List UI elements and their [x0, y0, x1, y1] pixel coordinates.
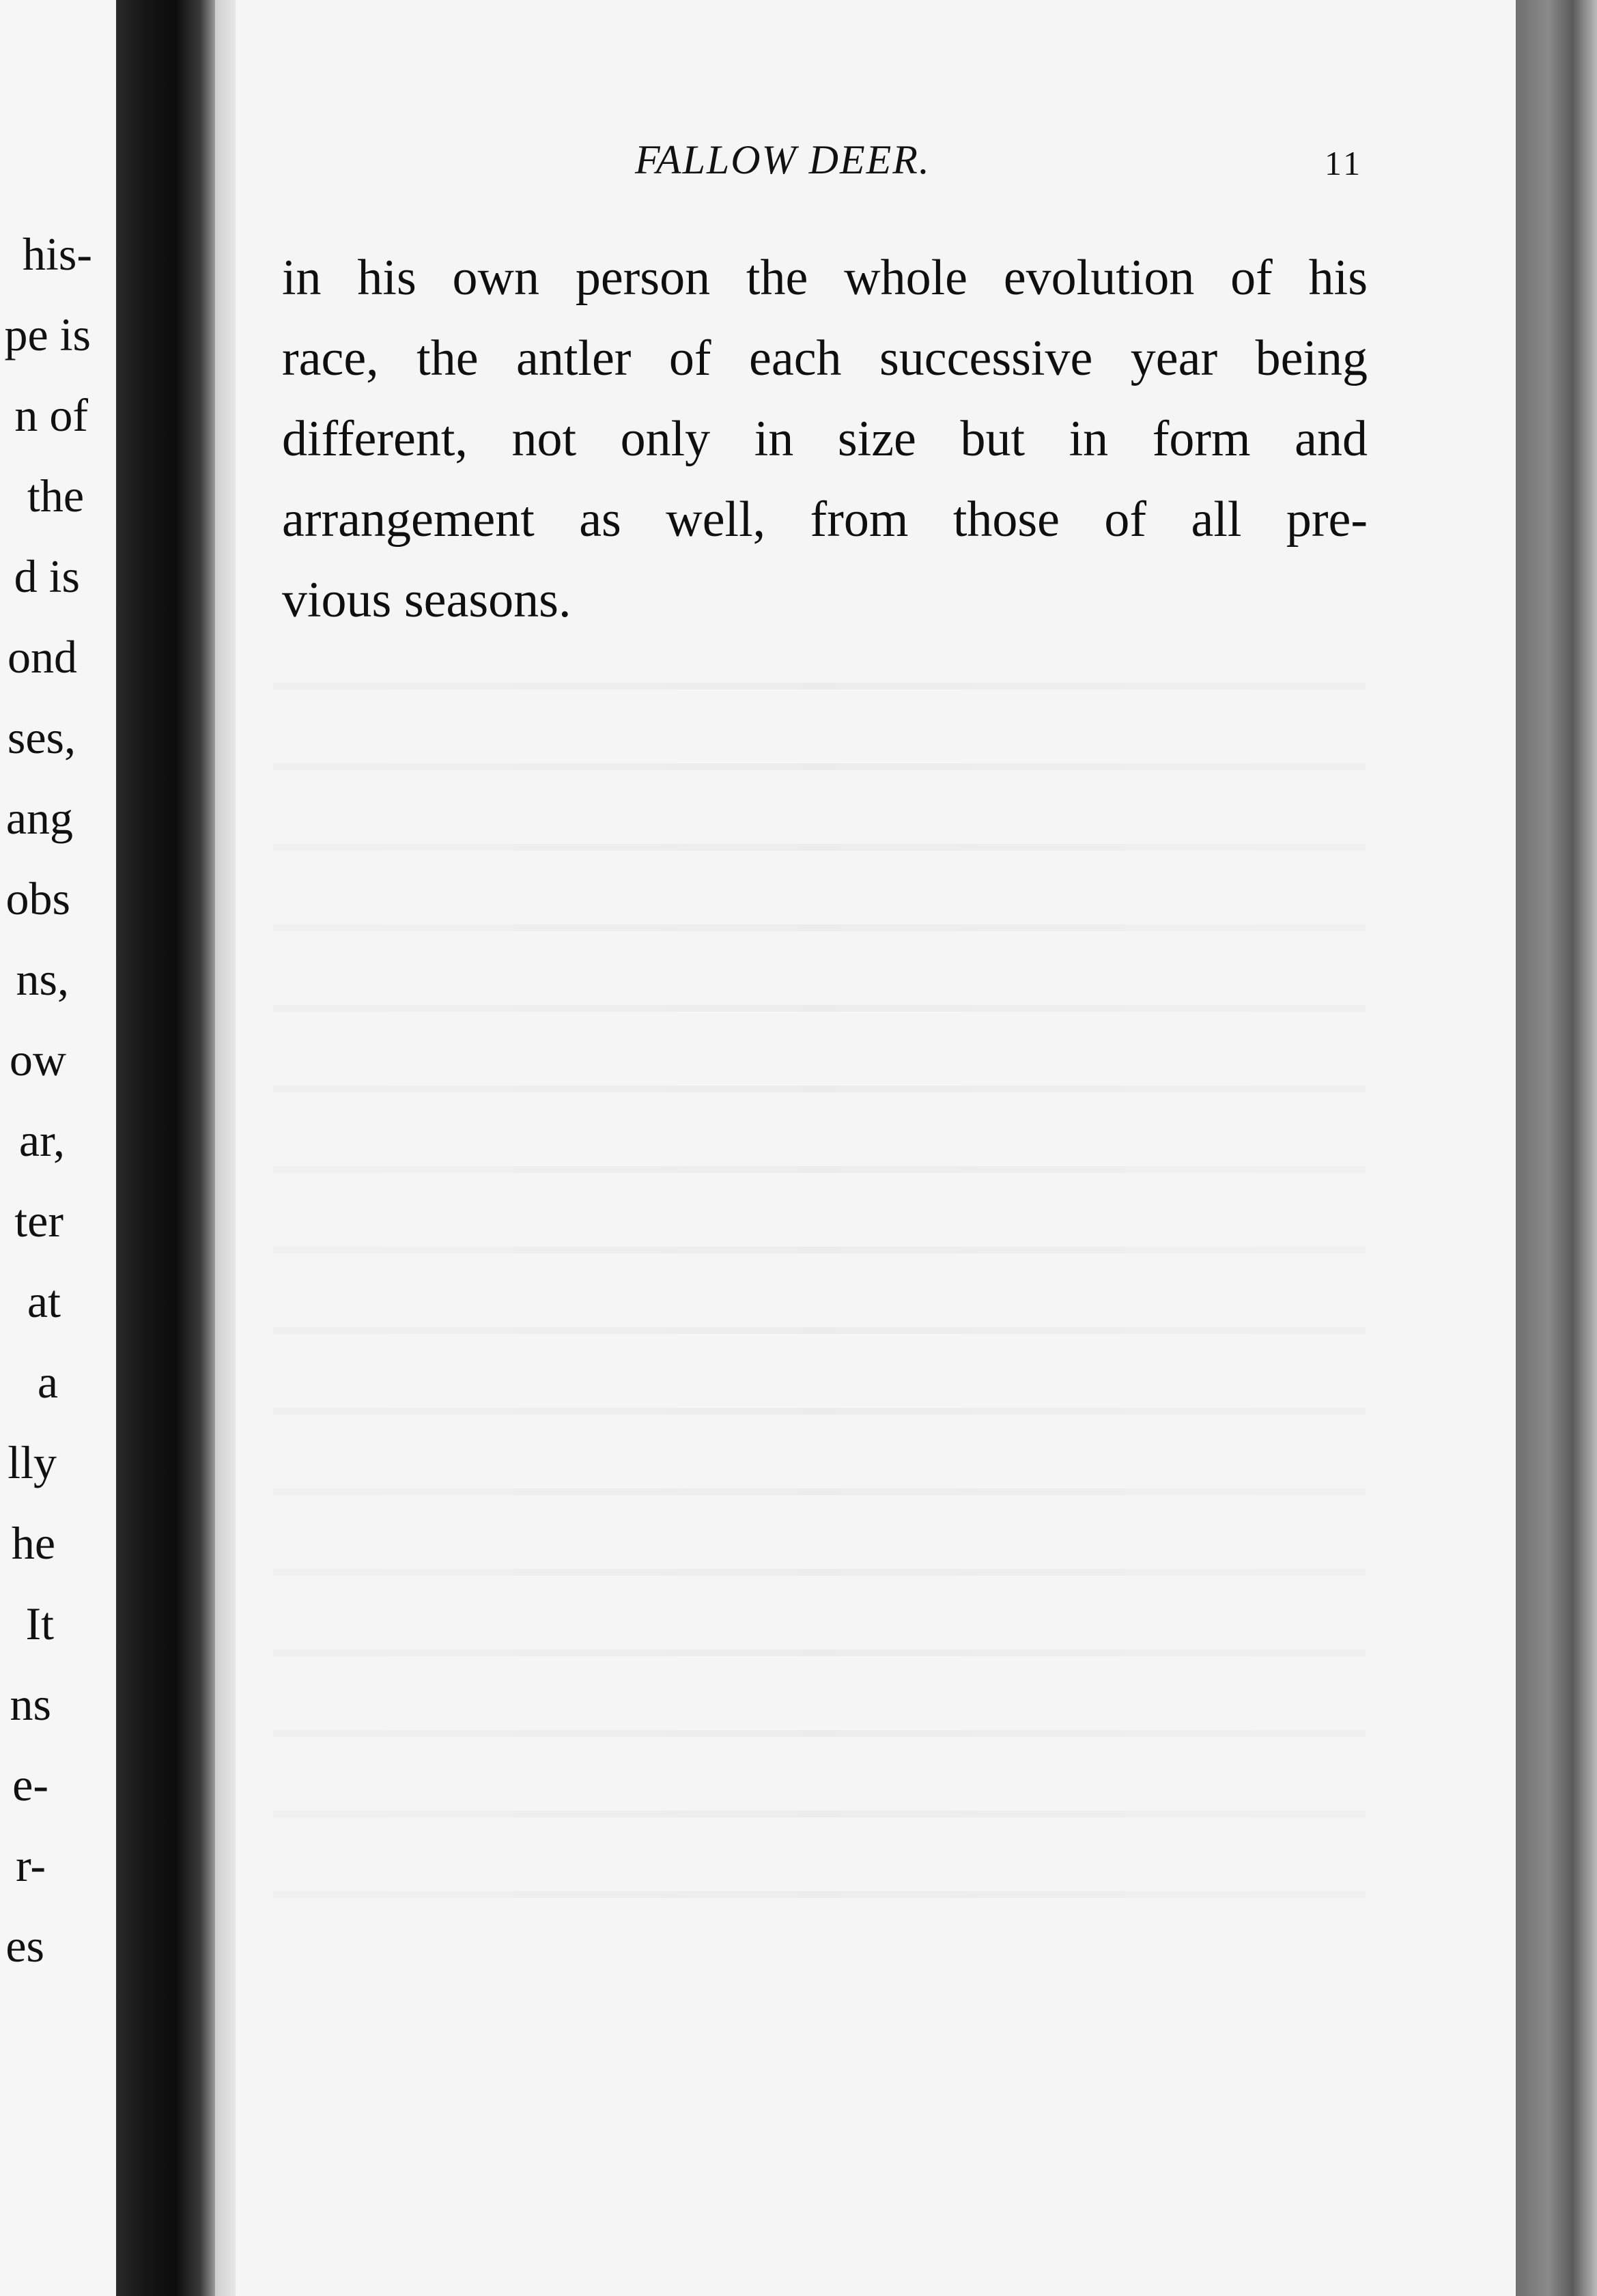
left-fragment: lly	[8, 1436, 57, 1488]
left-fragment: at	[27, 1275, 61, 1327]
left-fragment: ond	[8, 631, 77, 683]
left-fragment: he	[11, 1517, 55, 1569]
left-fragment: d is	[14, 550, 80, 602]
left-fragment: ar,	[18, 1114, 65, 1166]
left-fragment: ang	[5, 792, 73, 844]
reverse-page-show-through	[273, 683, 1366, 2048]
left-fragment: es	[5, 1920, 44, 1972]
left-fragment: It	[25, 1598, 54, 1649]
book-binding-gutter	[116, 0, 215, 2296]
body-line: different, not only in size but in form and	[282, 411, 1368, 467]
body-line: arrangement as well, from those of all pre-	[282, 492, 1368, 548]
left-fragment: ter	[14, 1195, 63, 1247]
left-fragment: e-	[12, 1759, 48, 1811]
body-line: vious seasons.	[282, 572, 571, 628]
body-paragraph	[282, 238, 1368, 640]
page-number: 11	[1325, 144, 1363, 182]
left-fragment: ses,	[7, 711, 76, 763]
left-fragment: ns,	[16, 953, 69, 1005]
left-fragment: the	[27, 470, 84, 522]
left-fragment: ow	[9, 1034, 66, 1086]
running-head: FALLOW DEER.	[635, 137, 931, 182]
page-edge-shadow	[1516, 0, 1597, 2296]
left-fragment: r-	[16, 1839, 46, 1891]
left-fragment: n of	[14, 389, 88, 441]
left-fragment: ns	[10, 1678, 51, 1730]
left-fragment: obs	[5, 873, 70, 924]
left-fragment: a	[37, 1356, 58, 1408]
body-line: in his own person the whole evolution of his	[282, 250, 1368, 306]
left-fragment: pe is	[4, 309, 91, 360]
left-fragment: his-	[23, 228, 92, 280]
body-line: race, the antler of each successive year being	[282, 330, 1368, 386]
